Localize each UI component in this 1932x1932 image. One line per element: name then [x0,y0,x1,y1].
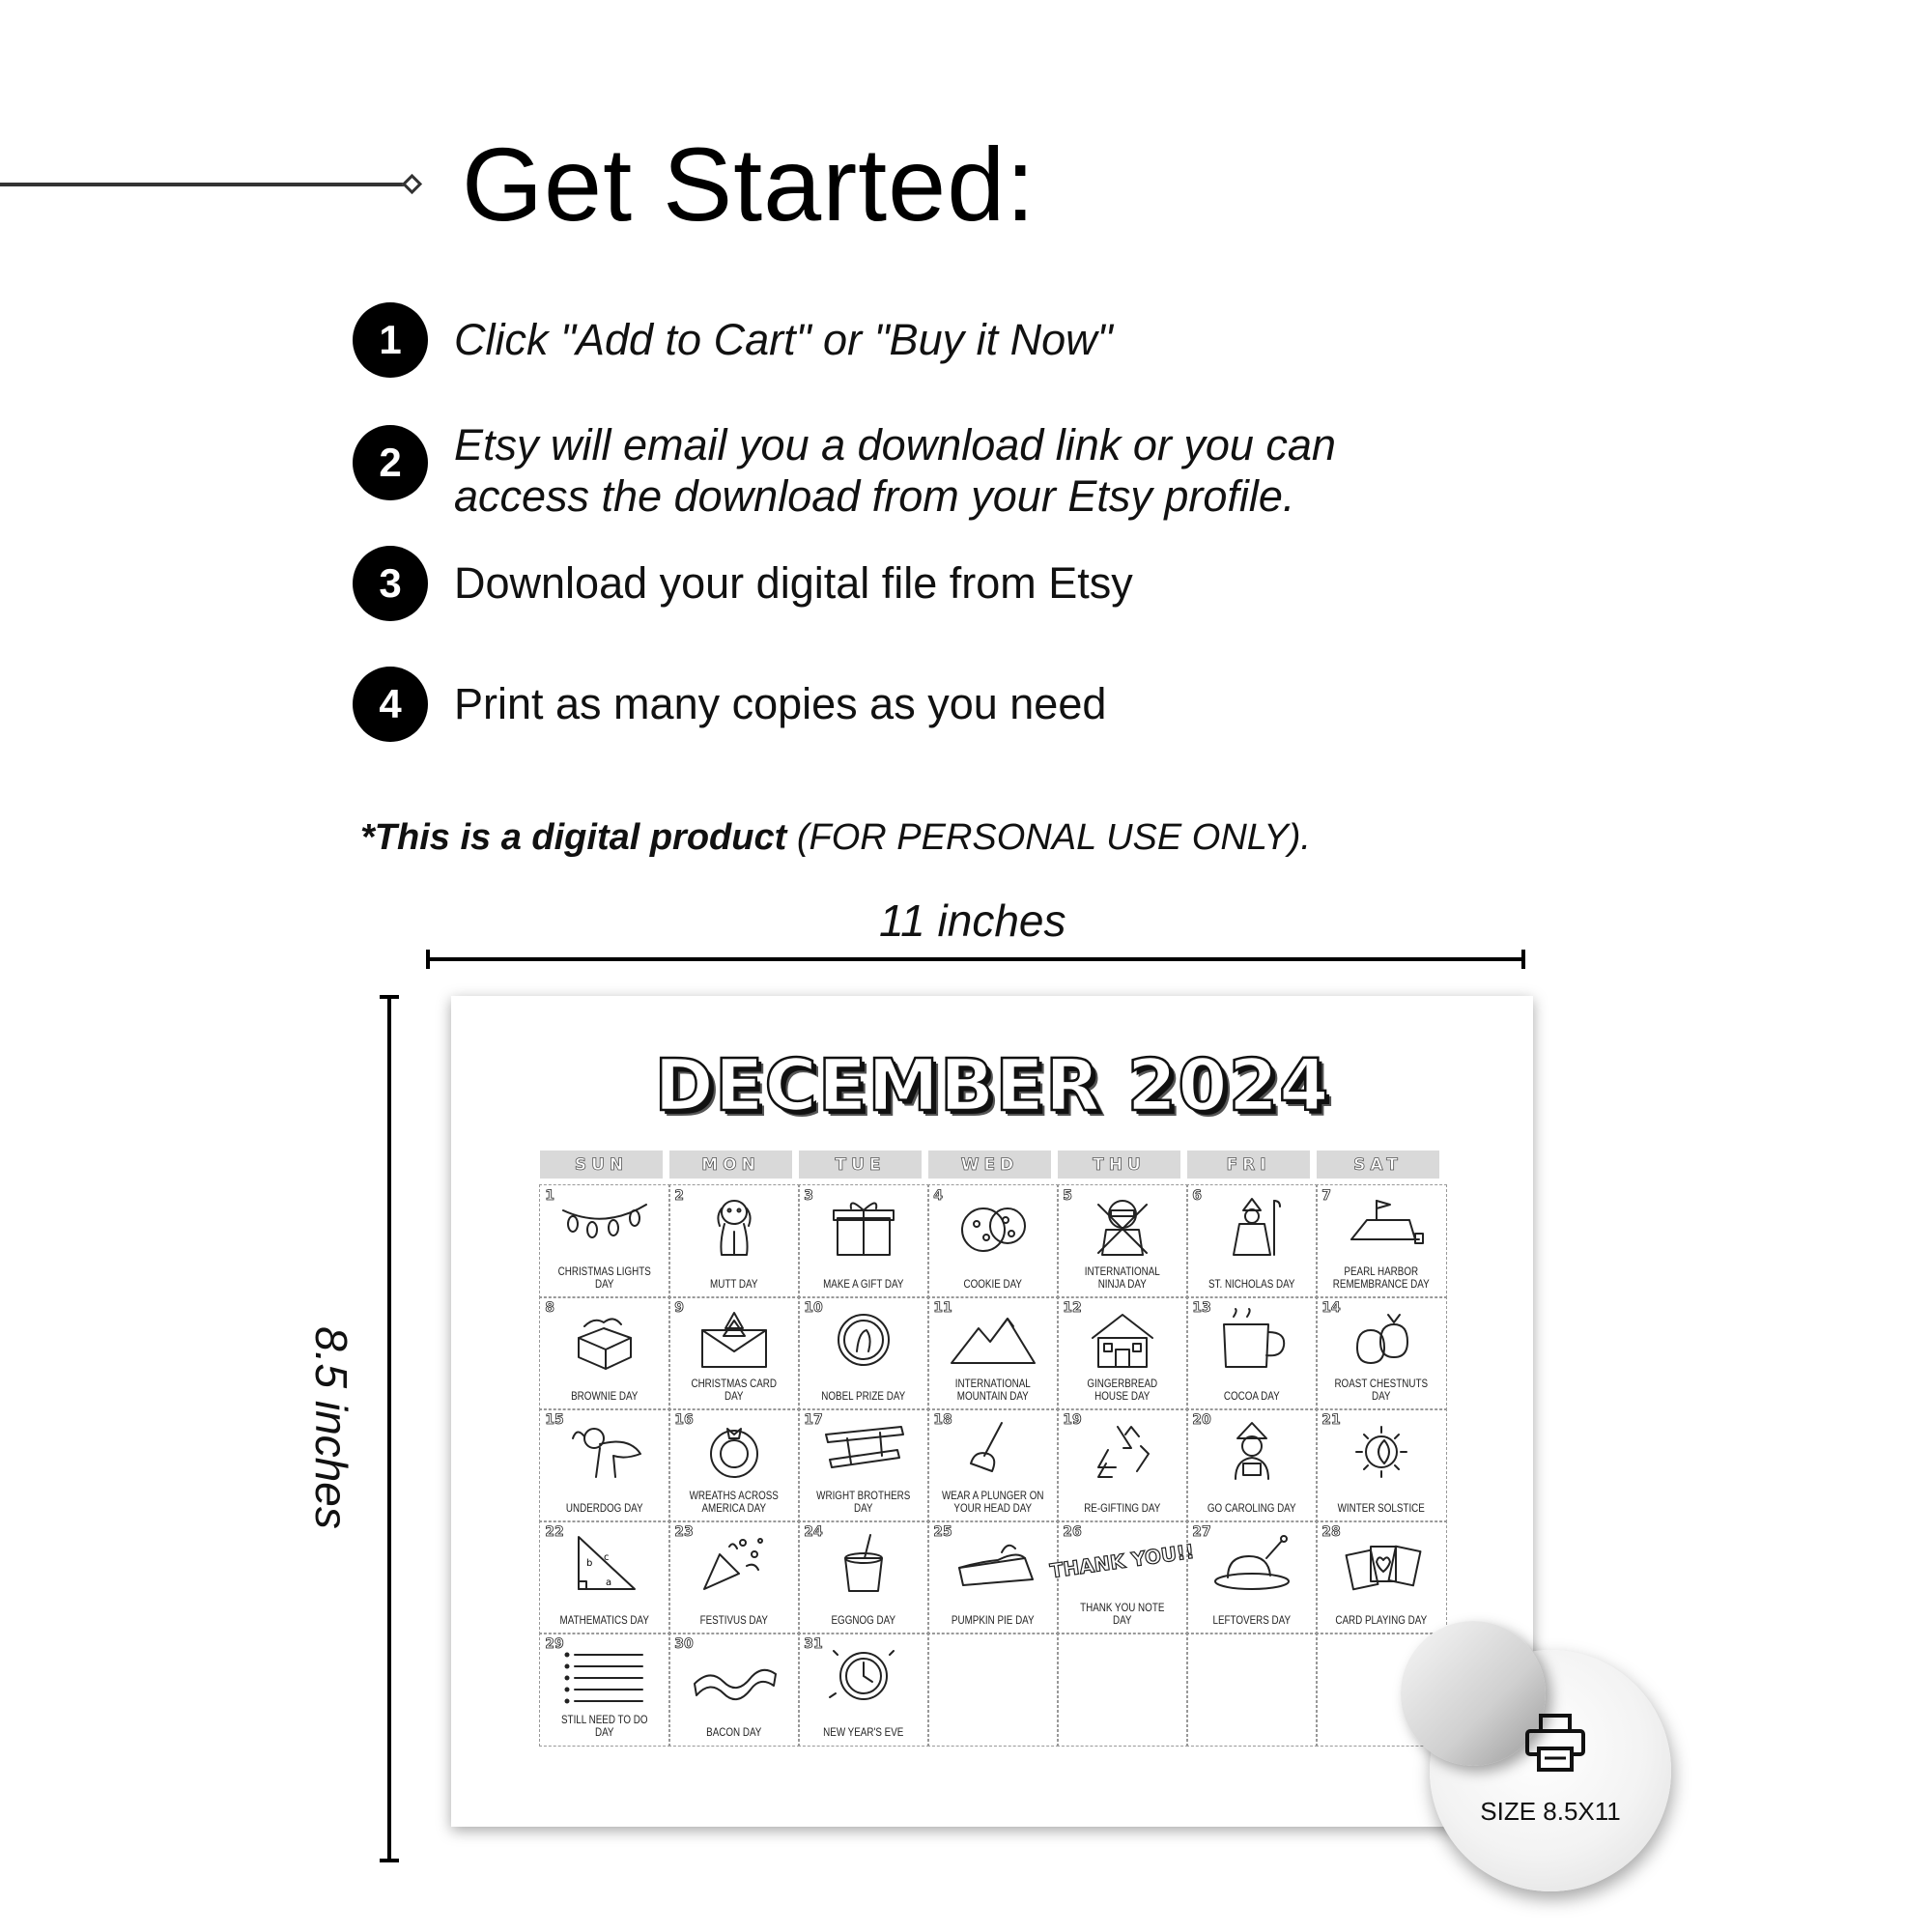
calendar-cell [1316,1296,1447,1410]
envelope-tree-icon [691,1309,778,1369]
height-dimension-label: 8.5 inches [306,1326,356,1529]
ninja-icon [1079,1197,1166,1257]
calendar-date-number: 1 [545,1188,554,1205]
biplane-icon [820,1421,907,1481]
calendar-date-number: 24 [804,1524,823,1541]
calendar-cell [1057,1296,1188,1410]
step-text: Etsy will email you a download link or you can access the download from your Etsy profile. [454,420,1336,521]
turkey-plate-icon [1208,1533,1295,1593]
calendar-date-number: 20 [1192,1412,1211,1429]
calendar-cell [1186,1520,1318,1634]
plunger-icon [950,1421,1037,1481]
width-dimension-tick-left [426,950,430,969]
height-dimension-line [387,995,391,1862]
step-number-badge: 4 [353,667,428,742]
height-dimension-tick-top [380,995,399,999]
calendar-date-number: 25 [933,1524,952,1541]
calendar-cell [1316,1184,1447,1298]
calendar-title: DECEMBER 2024 [654,1044,1330,1127]
clock-icon [820,1645,907,1705]
calendar-cell [927,1408,1059,1522]
calendar-date-number: 8 [545,1300,554,1317]
calendar-cell [798,1184,929,1298]
mountain-icon [950,1309,1037,1369]
checklist-icon [561,1645,648,1705]
step-text: Download your digital file from Etsy [454,558,1133,608]
calendar-date-number: 3 [804,1188,813,1205]
calendar-date-number: 7 [1321,1188,1331,1205]
calendar-cell [1186,1408,1318,1522]
thank-you-icon [1048,1533,1196,1593]
calendar-date-number: 2 [674,1188,684,1205]
calendar-cell [1057,1408,1188,1522]
calendar-cell [539,1296,670,1410]
calendar-cell [927,1633,1059,1747]
saint-nicholas-icon [1208,1197,1295,1257]
party-popper-icon [691,1533,778,1593]
day-header-fri: FRI [1187,1151,1310,1179]
calendar-date-number: 14 [1321,1300,1341,1317]
calendar-cell [1057,1184,1188,1298]
calendar-cell [927,1184,1059,1298]
svg-text:b: b [586,1558,593,1570]
calendar-event-label: CARD PLAYING DAY [1335,1612,1428,1627]
calendar-cell [1048,1520,1196,1634]
playing-cards-icon [1338,1533,1425,1593]
step-3 [353,546,1133,621]
calendar-event-label: THANK YOU NOTE DAY [1080,1600,1165,1627]
calendar-event-label: UNDERDOG DAY [566,1500,643,1515]
calendar-date-number: 27 [1192,1524,1211,1541]
calendar-event-label: RE-GIFTING DAY [1084,1500,1161,1515]
step-text: Click "Add to Cart" or "Buy it Now" [454,315,1113,364]
medal-icon [820,1309,907,1369]
calendar-event-label: COOKIE DAY [963,1276,1023,1291]
calendar-cell [798,1296,929,1410]
step-number-badge: 2 [353,425,428,500]
day-header-tue: TUE [799,1151,922,1179]
calendar-grid [540,1185,1446,1746]
gift-box-icon [820,1197,907,1257]
calendar-cell [1316,1408,1447,1522]
calendar-date-number: 9 [674,1300,684,1317]
bacon-icon [691,1645,778,1705]
mug-icon [1208,1309,1295,1369]
thank-you-art-text: THANK YOU!! [1048,1539,1196,1583]
calendar-date-number: 16 [674,1412,694,1429]
size-sticker [1430,1650,1671,1891]
calendar-date-number: 15 [545,1412,564,1429]
sun-moon-icon [1338,1421,1425,1481]
width-dimension-line [426,957,1525,961]
printer-icon [1521,1710,1589,1777]
size-label: SIZE 8.5X11 [1480,1797,1621,1826]
calendar-event-label: CHRISTMAS CARD DAY [691,1376,778,1403]
height-dimension-tick-bottom [380,1859,399,1862]
calendar-cell [1186,1633,1318,1747]
note-bold: *This is a digital product [360,817,787,858]
calendar-paper-preview [451,996,1533,1827]
calendar-date-number: 19 [1063,1412,1082,1429]
calendar-event-label: WINTER SOLSTICE [1337,1500,1426,1515]
day-header-thu: THU [1058,1151,1180,1179]
christmas-lights-icon [561,1197,648,1257]
calendar-date-number: 22 [545,1524,564,1541]
calendar-event-label: INTERNATIONAL MOUNTAIN DAY [954,1376,1032,1403]
digital-product-note [360,817,1311,859]
chestnut-icon [1338,1309,1425,1369]
calendar-event-label: BACON DAY [706,1724,762,1739]
step-number-badge: 3 [353,546,428,621]
calendar-cell [539,1184,670,1298]
calendar-event-label: GINGERBREAD HOUSE DAY [1087,1376,1158,1403]
pie-slice-icon [950,1533,1037,1593]
calendar-cell [798,1633,929,1747]
calendar-cell [668,1520,800,1634]
step-1 [353,302,1113,378]
dog-icon [691,1197,778,1257]
calendar-cell [539,1408,670,1522]
brownie-icon [561,1309,648,1369]
calendar-date-number: 18 [933,1412,952,1429]
calendar-event-label: LEFTOVERS DAY [1212,1612,1292,1627]
calendar-date-number: 28 [1321,1524,1341,1541]
svg-text:c: c [604,1552,610,1564]
title-decorative-line [0,183,406,186]
calendar-event-label: WREATHS ACROSS AMERICA DAY [689,1488,780,1515]
width-dimension-label: 11 inches [879,895,1066,946]
calendar-event-label: FESTIVUS DAY [699,1612,769,1627]
cookie-icon [950,1197,1037,1257]
width-dimension-tick-right [1521,950,1525,969]
step-text: Print as many copies as you need [454,679,1107,728]
calendar-cell [1186,1184,1318,1298]
calendar-event-label: ROAST CHESTNUTS DAY [1334,1376,1429,1403]
day-header-wed: WED [928,1151,1051,1179]
eggnog-cup-icon [820,1533,907,1593]
day-header-mon: MON [669,1151,792,1179]
calendar-date-number: 6 [1192,1188,1202,1205]
calendar-date-number: 12 [1063,1300,1082,1317]
calendar-cell [798,1408,929,1522]
triangle-icon [561,1533,648,1593]
calendar-date-number: 4 [933,1188,943,1205]
calendar-event-label: EGGNOG DAY [831,1612,896,1627]
gingerbread-house-icon [1079,1309,1166,1369]
title-diamond-marker [402,174,422,194]
calendar-date-number: 30 [674,1636,694,1653]
calendar-event-label: BROWNIE DAY [571,1388,639,1403]
calendar-date-number: 10 [804,1300,823,1317]
wreath-icon [691,1421,778,1481]
note-rest: (FOR PERSONAL USE ONLY). [786,817,1311,858]
calendar-cell [927,1520,1059,1634]
calendar-date-number: 5 [1063,1188,1072,1205]
calendar-event-label: PUMPKIN PIE DAY [952,1612,1035,1627]
calendar-cell [1316,1520,1447,1634]
calendar-event-label: WRIGHT BROTHERS DAY [816,1488,911,1515]
calendar-event-label: GO CAROLING DAY [1208,1500,1296,1515]
calendar-date-number: 26 [1063,1524,1082,1541]
calendar-date-number: 29 [545,1636,564,1653]
calendar-event-label: ST. NICHOLAS DAY [1208,1276,1295,1291]
calendar-cell [927,1296,1059,1410]
calendar-event-label: MUTT DAY [710,1276,758,1291]
calendar-event-label: MATHEMATICS DAY [559,1612,650,1627]
calendar-event-label: COCOA DAY [1224,1388,1280,1403]
memorial-icon [1338,1197,1425,1257]
page-title: Get Started: [462,126,1037,242]
step-2 [353,420,1336,522]
day-header-sun: SUN [540,1151,663,1179]
calendar-cell [668,1408,800,1522]
calendar-date-number: 13 [1192,1300,1211,1317]
calendar-event-label: CHRISTMAS LIGHTS DAY [557,1264,652,1291]
caped-dog-icon [561,1421,648,1481]
calendar-event-label: PEARL HARBOR REMEMBRANCE DAY [1333,1264,1430,1291]
calendar-cell [798,1520,929,1634]
calendar-cell [539,1633,670,1747]
calendar-cell [668,1184,800,1298]
calendar-cell [1057,1633,1188,1747]
calendar-date-number: 23 [674,1524,694,1541]
calendar-event-label: MAKE A GIFT DAY [823,1276,904,1291]
caroler-icon [1208,1421,1295,1481]
step-4 [353,667,1106,742]
step-number-badge: 1 [353,302,428,378]
calendar-cell [539,1520,670,1634]
calendar-event-label: INTERNATIONAL NINJA DAY [1084,1264,1161,1291]
recycle-icon [1079,1421,1166,1481]
svg-text:a: a [606,1577,612,1589]
calendar-event-label: NOBEL PRIZE DAY [821,1388,906,1403]
calendar-cell [1186,1296,1318,1410]
calendar-date-number: 17 [804,1412,823,1429]
calendar-date-number: 11 [933,1300,952,1317]
calendar-event-label: STILL NEED TO DO DAY [561,1712,648,1739]
day-header-sat: SAT [1317,1151,1439,1179]
calendar-event-label: NEW YEAR'S EVE [823,1724,904,1739]
calendar-event-label: WEAR A PLUNGER ON YOUR HEAD DAY [942,1488,1044,1515]
calendar-date-number: 21 [1321,1412,1341,1429]
calendar-cell [668,1296,800,1410]
calendar-date-number: 31 [804,1636,823,1653]
calendar-cell [668,1633,800,1747]
